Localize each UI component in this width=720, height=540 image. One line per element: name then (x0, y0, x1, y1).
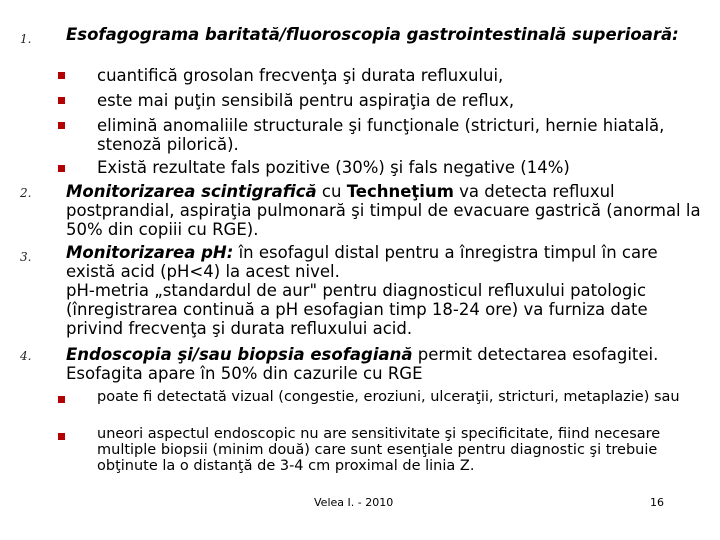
item4-bullet-2: uneori aspectul endoscopic nu are sensitivitate şi specificitate, fiind necesare multiple biopsii (minim două) care sunt esenţiale pentru diagnostic şi trebuie obţinute la o distanţă de 3-4 cm proximal de linia Z. (97, 426, 661, 474)
item1-bullet-1: cuantifică grosolan frecvenţa şi durata refluxului, (97, 66, 504, 85)
item-heading: Monitorizarea pH: (66, 243, 234, 262)
item-title-1 (66, 25, 706, 44)
item-2 (66, 182, 706, 239)
page-number: 16 (650, 496, 664, 509)
item-heading: Monitorizarea scintigrafică (66, 182, 317, 201)
item-4 (66, 345, 706, 383)
item-connector: cu (316, 182, 347, 201)
bullet-square-icon (58, 165, 65, 172)
item-number-2: 2. (20, 186, 32, 200)
item1-bullet-4: Există rezultate fals pozitive (30%) şi fals negative (14%) (97, 158, 570, 177)
item-3 (66, 243, 706, 338)
item1-bullet-3: elimină anomaliile structurale şi funcţionale (stricturi, hernie hiatală, stenoză pilorică). (97, 116, 665, 154)
item-text: permit detectarea esofagitei. Esofagita apare în 50% din cazurile cu RGE (66, 345, 659, 383)
item-heading: Esofagograma baritată/fluoroscopia gastrointestinală superioară: (66, 25, 679, 44)
item-text: va detecta refluxul postprandial, aspiraţia pulmonară şi timpul de evacuare gastrică (anormal la 50% din copiii cu RGE). (66, 182, 701, 239)
bullet-square-icon (58, 396, 65, 403)
item-heading: Endoscopia şi/sau biopsia esofagiană (66, 345, 413, 364)
bullet-square-icon (58, 72, 65, 79)
bullet-square-icon (58, 97, 65, 104)
bullet-square-icon (58, 433, 65, 440)
item4-bullet-1: poate fi detectată vizual (congestie, eroziuni, ulceraţii, stricturi, metaplazie) sau (97, 389, 680, 405)
item-number-1: 1. (20, 32, 32, 46)
bullet-square-icon (58, 122, 65, 129)
footer-author: Velea I. - 2010 (314, 496, 394, 509)
item-text: în esofagul distal pentru a înregistra timpul în care există acid (pH<4) la acest nivel. (66, 243, 658, 281)
item-bold-term: Techneţium (346, 182, 454, 201)
item1-bullet-2: este mai puţin sensibilă pentru aspiraţia de reflux, (97, 91, 515, 110)
item-number-3: 3. (20, 250, 32, 264)
item-text-2: pH-metria „standardul de aur" pentru diagnosticul refluxului patologic (înregistrarea continuă a pH esofagian timp 18-24 ore) va furniza date privind frecvenţa şi durata refluxului acid. (66, 281, 648, 338)
item-number-4: 4. (20, 349, 32, 363)
